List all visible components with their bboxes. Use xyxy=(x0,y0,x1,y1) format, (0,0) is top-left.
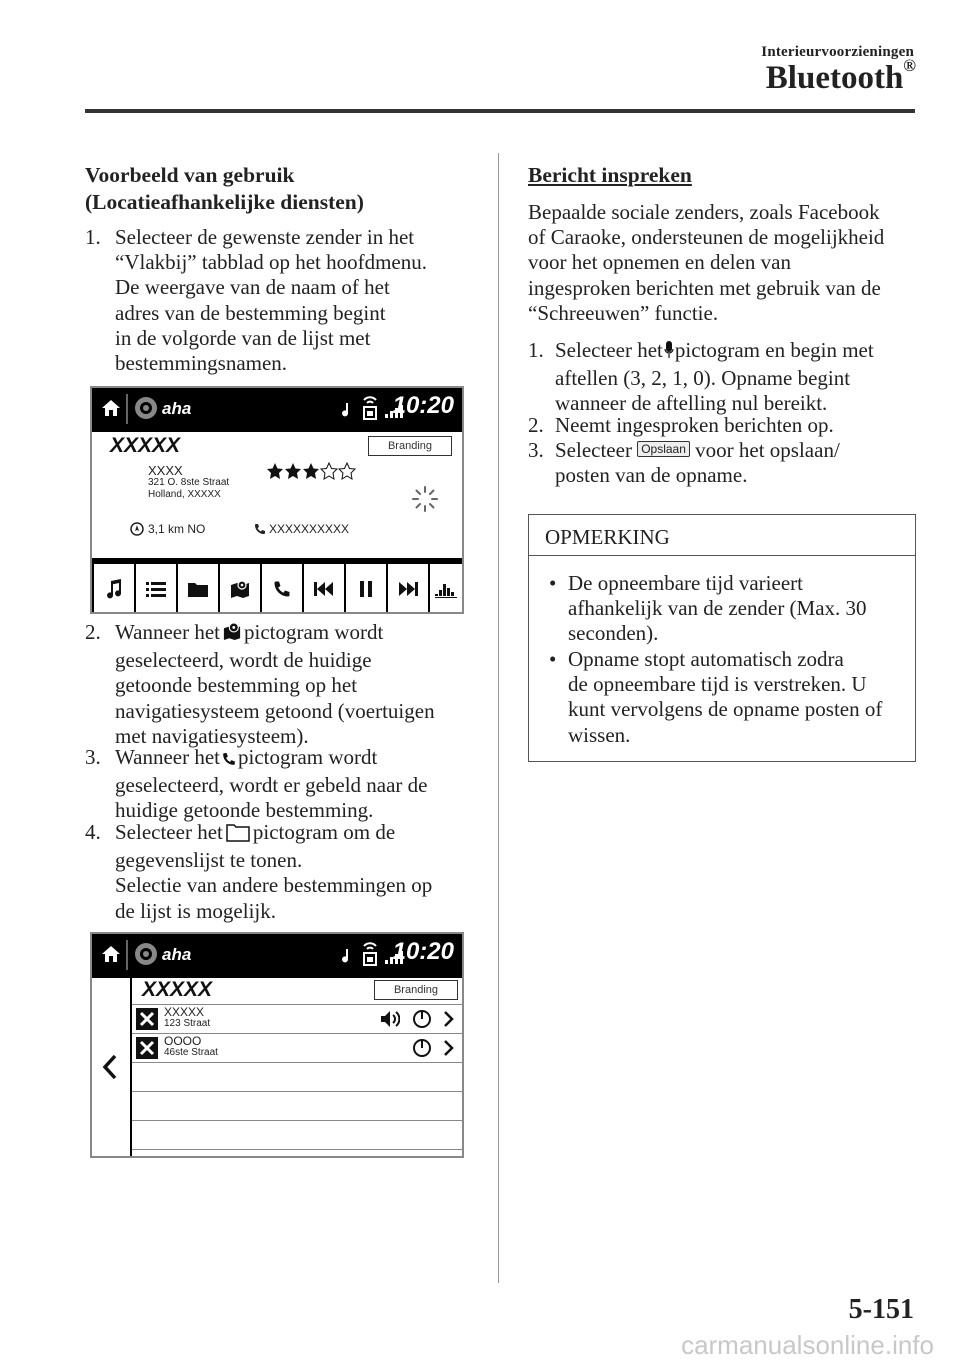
list-button[interactable] xyxy=(136,564,176,614)
back-area[interactable] xyxy=(92,978,130,1158)
music-note-icon xyxy=(340,402,352,423)
status-bar xyxy=(92,388,462,432)
home-icon[interactable] xyxy=(100,944,122,969)
pause-button[interactable] xyxy=(346,564,386,614)
map-button[interactable] xyxy=(220,564,260,614)
microphone-icon xyxy=(664,340,674,366)
close-icon xyxy=(136,1008,158,1035)
star-icon xyxy=(303,463,319,479)
aha-logo-icon xyxy=(134,942,158,971)
branding-box: Branding xyxy=(368,436,452,456)
list-item[interactable] xyxy=(132,1005,462,1034)
speaker-icon xyxy=(380,1010,400,1033)
star-rating xyxy=(266,462,360,485)
infotainment-screen-list xyxy=(90,932,464,1158)
star-empty-icon xyxy=(339,463,355,479)
app-name: aha xyxy=(162,399,192,418)
folder-icon xyxy=(188,581,208,597)
destination-info xyxy=(148,465,229,501)
phone-info[interactable] xyxy=(254,522,349,536)
distance-info xyxy=(130,522,205,536)
branding-box: Branding xyxy=(374,980,458,1000)
next-button[interactable] xyxy=(388,564,428,614)
destination-list xyxy=(132,978,462,1158)
star-icon xyxy=(267,463,283,479)
phone-icon xyxy=(273,580,291,598)
watermark: carmanualsonline.info xyxy=(681,1330,934,1360)
destination-address-1: 321 O. 8ste Straat xyxy=(148,477,230,488)
list-icon xyxy=(146,581,166,597)
chevron-left-icon[interactable] xyxy=(102,1054,118,1085)
list-item-street: 46ste Straat xyxy=(164,1047,218,1058)
folder-button[interactable] xyxy=(178,564,218,614)
skip-back-icon xyxy=(314,582,334,596)
map-icon xyxy=(230,579,250,599)
close-icon xyxy=(136,1037,158,1064)
clock: 10:20 xyxy=(392,392,454,419)
compass-icon xyxy=(130,522,144,536)
page-title: Bluetooth® xyxy=(765,56,916,96)
loading-spinner-icon xyxy=(410,484,440,519)
destination-address-2: Holland, XXXXX xyxy=(148,489,221,500)
equalizer-icon xyxy=(435,580,457,598)
page-number: 5-151 xyxy=(848,1294,914,1325)
timer-icon[interactable] xyxy=(412,1038,432,1063)
column-divider xyxy=(498,153,499,1283)
toolbar xyxy=(92,564,462,614)
phone-icon xyxy=(222,748,236,773)
app-name: aha xyxy=(162,945,192,964)
status-bar xyxy=(92,934,462,978)
home-icon[interactable] xyxy=(100,398,122,423)
subsection-heading: Bericht inspreken xyxy=(528,163,692,187)
destination-name: XXXX xyxy=(148,463,183,478)
list-item-name: OOOO xyxy=(164,1034,202,1048)
aha-logo-icon xyxy=(134,396,158,425)
clock: 10:20 xyxy=(392,938,454,965)
intro-paragraph: Bepaalde sociale zenders, zoals Facebook of Caraoke, ondersteunen de mogelijkheid voor het opnemen en delen van ingesproken berichten met gebruik van de “Schreeuwen” functie. xyxy=(528,200,885,325)
phone-icon xyxy=(254,523,266,535)
station-title: XXXXX xyxy=(110,434,181,457)
note-box: OPMERKING • De opneembare tijd varieert afhankelijk van de zender (Max. 30 seconden). • Opname stopt automatisch zodra de opneembare tijd is verstreken. U kunt vervolgens de opname posten of wissen. xyxy=(528,514,916,762)
list-item-empty xyxy=(132,1092,462,1121)
pause-icon xyxy=(360,581,372,597)
folder-icon xyxy=(226,822,250,848)
music-icon xyxy=(105,579,123,599)
call-button[interactable] xyxy=(262,564,302,614)
header-rule xyxy=(85,109,915,113)
chevron-right-icon[interactable] xyxy=(442,1038,454,1063)
timer-icon[interactable] xyxy=(412,1009,432,1034)
status-divider xyxy=(126,394,128,424)
music-button[interactable] xyxy=(94,564,134,614)
music-note-icon xyxy=(340,948,352,969)
distance-text: 3,1 km NO xyxy=(148,522,206,536)
wifi-phone-icon xyxy=(360,938,380,973)
section-heading: Voorbeeld van gebruik (Locatieafhankelijke diensten) xyxy=(85,163,364,214)
section-label: Interieurvoorzieningen xyxy=(761,44,914,60)
star-icon xyxy=(285,463,301,479)
equalizer-button[interactable] xyxy=(430,564,462,614)
list-item[interactable] xyxy=(132,1034,462,1063)
map-icon xyxy=(223,620,241,648)
previous-button[interactable] xyxy=(304,564,344,614)
infotainment-screen-nearby xyxy=(90,386,464,614)
list-item-empty xyxy=(132,1121,462,1150)
list-title: XXXXX xyxy=(142,978,213,1001)
phone-number: XXXXXXXXXX xyxy=(269,522,350,536)
skip-forward-icon xyxy=(398,582,418,596)
save-button[interactable]: Opslaan xyxy=(637,441,690,457)
wifi-phone-icon xyxy=(360,392,380,427)
list-item-street: 123 Straat xyxy=(164,1018,211,1029)
star-empty-icon xyxy=(321,463,337,479)
list-item-name: XXXXX xyxy=(164,1005,205,1019)
status-divider xyxy=(126,940,128,970)
list-item-empty xyxy=(132,1063,462,1092)
chevron-right-icon[interactable] xyxy=(442,1009,454,1034)
note-title: OPMERKING xyxy=(529,515,915,556)
